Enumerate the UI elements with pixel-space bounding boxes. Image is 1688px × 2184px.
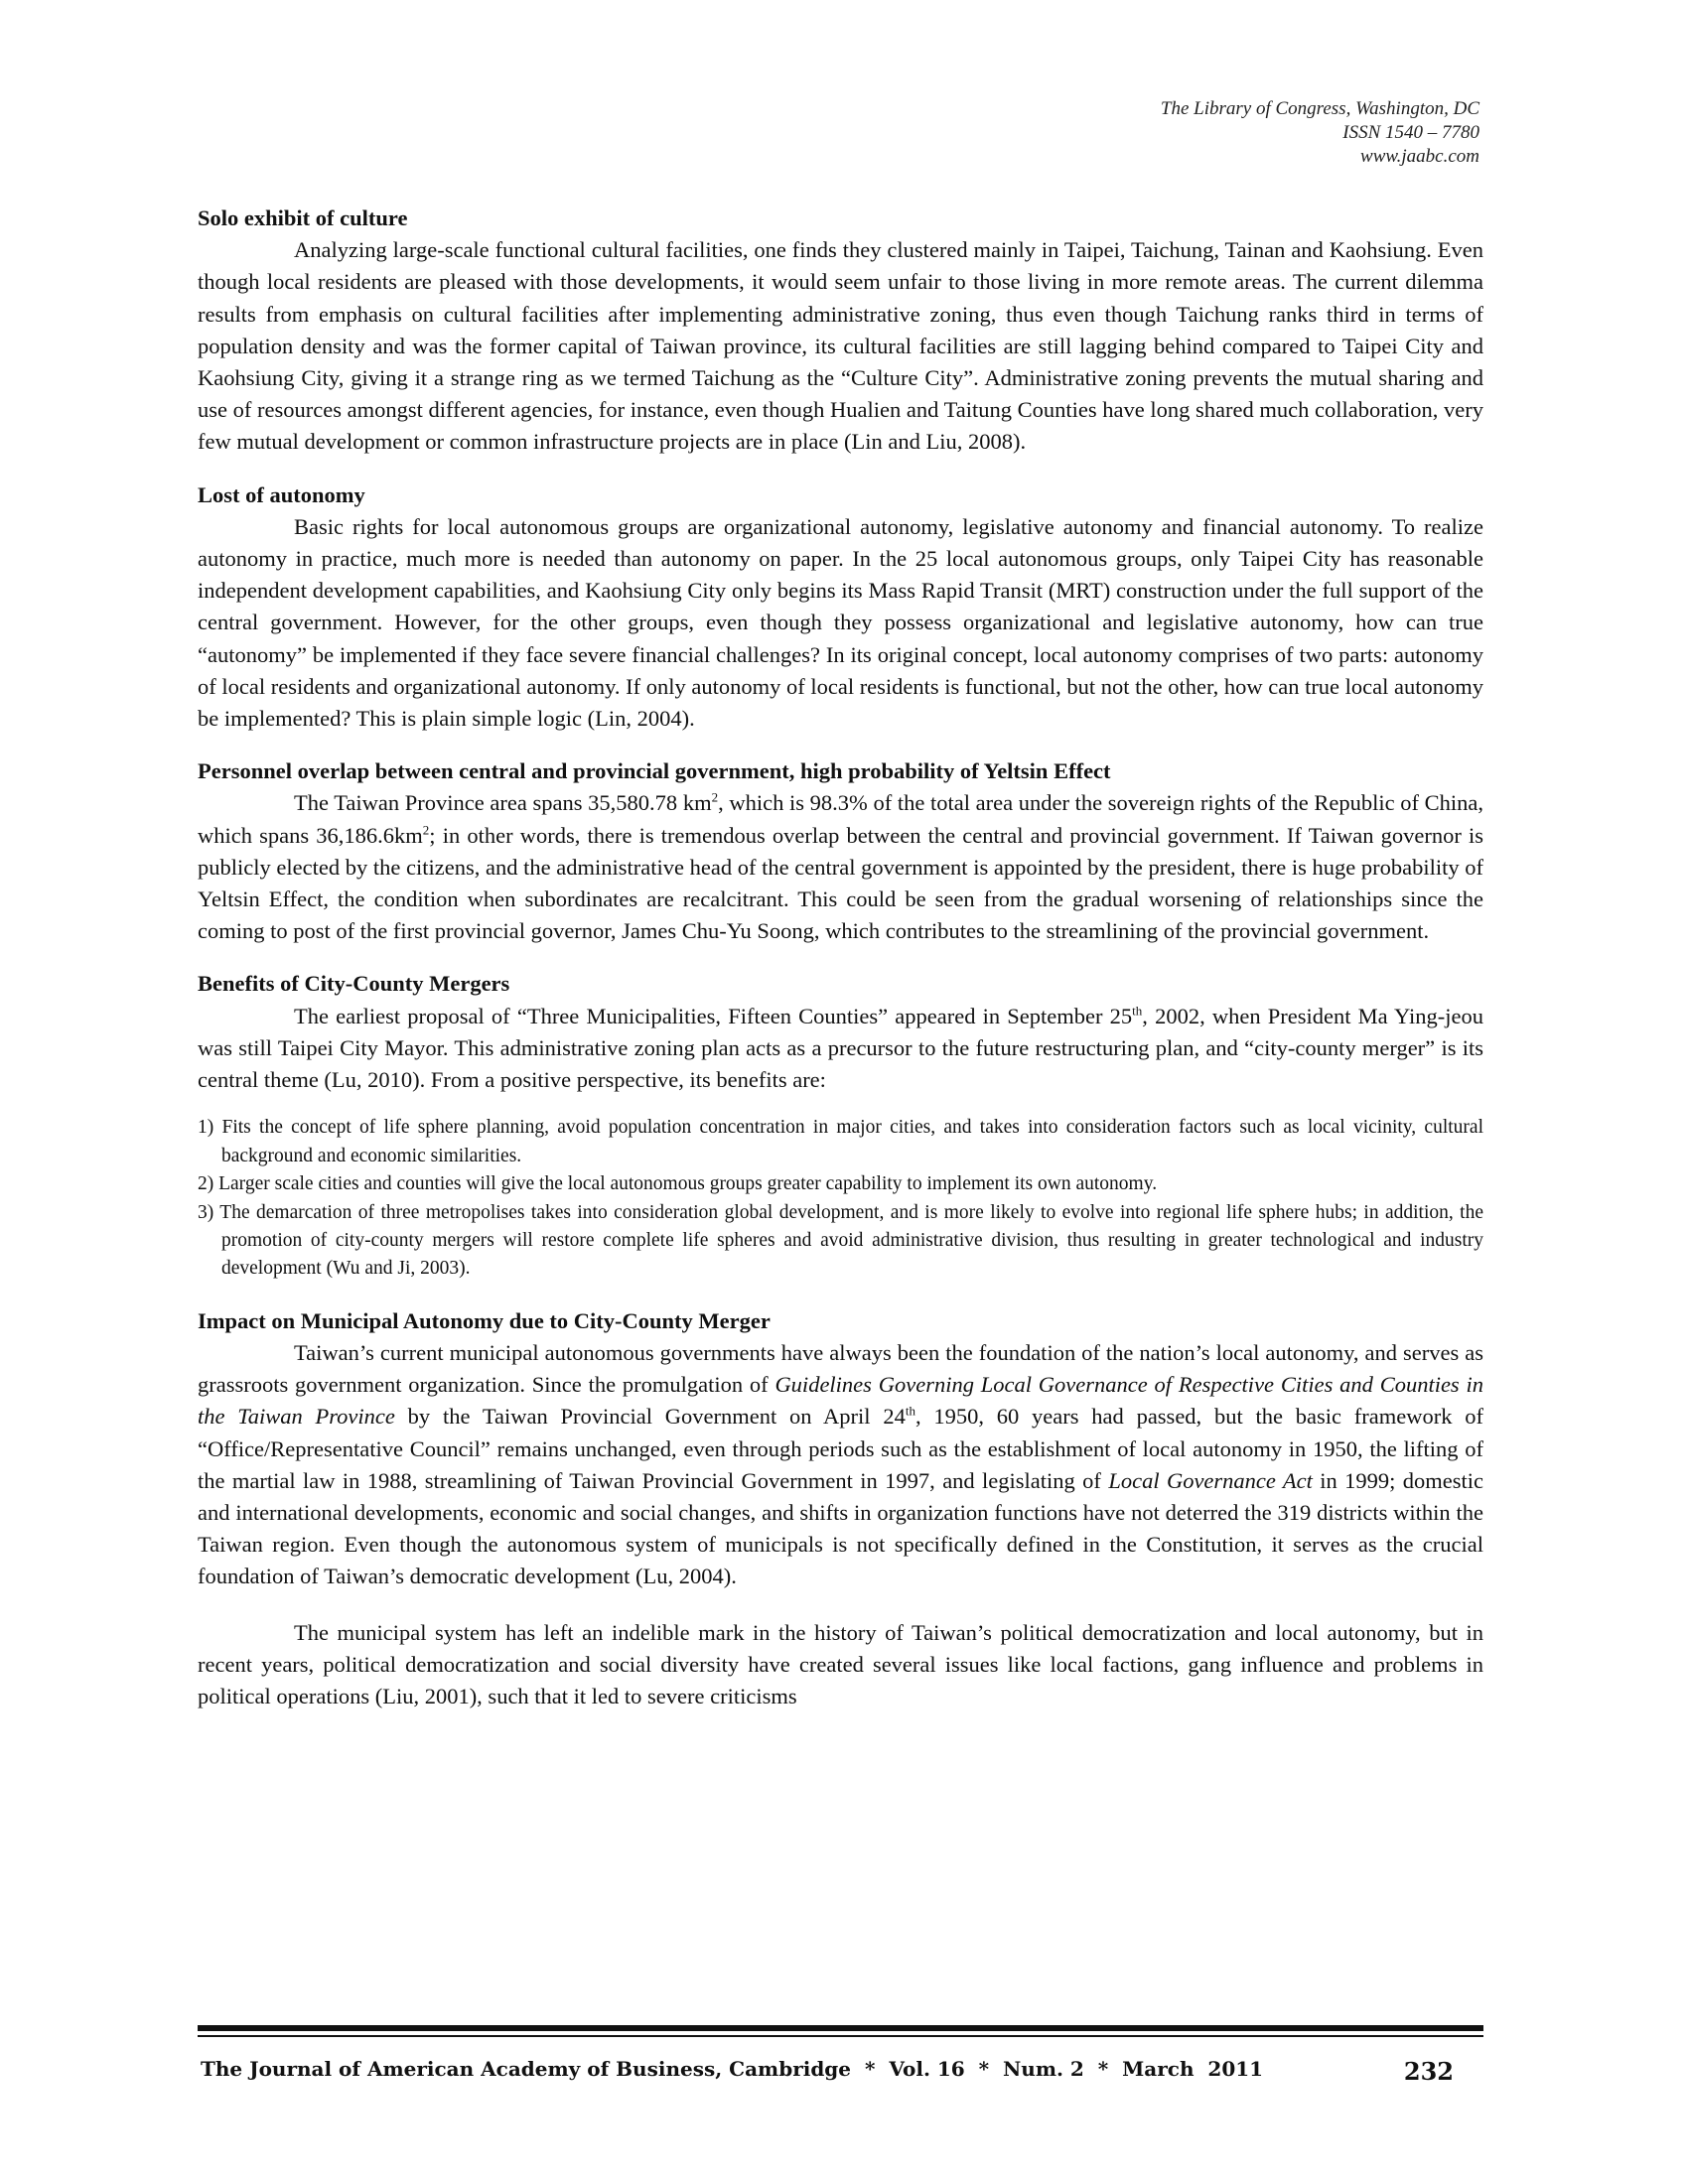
- benefits-list: [198, 1114, 1483, 1283]
- section-municipal-impact: [198, 1305, 1483, 1712]
- header-publisher: The Library of Congress, Washington, DC: [1160, 98, 1479, 119]
- section-heading: Personnel overlap between central and provincial government, high probability of Yeltsin Effect: [198, 758, 1111, 784]
- superscript: 2: [711, 789, 719, 805]
- footer-rule-thin: [198, 2035, 1483, 2037]
- running-header: [1161, 97, 1479, 169]
- paragraph: Basic rights for local autonomous groups are organizational autonomy, legislative autonomy and financial autonomy. To realize autonomy in practice, much more is needed than autonomy on paper. In the 25 local autonomous groups, only Taipei City has reasonable independent development capabilities, and Kaohsiung City only begins its Mass Rapid Transit (MRT) construction under the full support of the central government. However, for the other groups, even though they possess organizational and legislative autonomy, how can true “autonomy” be implemented if they face severe financial challenges? In its original concept, local autonomy comprises of two parts: autonomy of local residents and organizational autonomy. If only autonomy of local residents is functional, but not the other, how can true local autonomy be implemented? This is plain simple logic (Lin, 2004).: [198, 513, 1484, 732]
- page-number: 232: [1403, 2057, 1454, 2086]
- italic-title: Local Governance Act: [1108, 1467, 1313, 1493]
- text-run: ; in other words, there is tremendous overlap between the central and provincial government. If Taiwan governor is publicly elected by the citizens, and the administrative head of the central government is appointed by the president, there is huge probability of Yeltsin Effect, the condition when subordinates are recalcitrant. This could be seen from the gradual worsening of relationships since the coming to post of the first provincial governor, James Chu-Yu Soong, which contributes to the streamlining of the provincial government.: [198, 822, 1483, 944]
- text-run: , 2002, when President Ma Ying-jeou was still Taipei City Mayor. This administrative zoning plan acts as a precursor to the future restructuring plan, and “city-county merger” is its central theme (Lu, 2010). From a positive perspective, its benefits are:: [198, 1003, 1483, 1093]
- paragraph: The municipal system has left an indelible mark in the history of Taiwan’s political democratization and local autonomy, but in recent years, political democratization and social diversity have created several issues like local factions, gang influence and problems in political operations (Liu, 2001), such that it led to severe criticisms: [198, 1619, 1483, 1708]
- paragraph: Analyzing large-scale functional cultural facilities, one finds they clustered mainly in Taipei, Taichung, Tainan and Kaohsiung. Even though local residents are pleased with those developments, it would seem unfair to those living in more remote areas. The current dilemma results from emphasis on cultural facilities after implementing administrative zoning, thus even though Taichung ranks third in terms of population density and was the former capital of Taiwan province, its cultural facilities are still lagging behind compared to Taipei City and Kaohsiung City, giving it a strange ring as we termed Taichung as the “Culture City”. Administrative zoning prevents the mutual sharing and use of resources amongst different agencies, for instance, even though Hualien and Taitung Counties have long shared much collaboration, very few mutual development or common infrastructure projects are in place (Lin and Liu, 2008).: [198, 237, 1483, 455]
- header-issn: ISSN 1540 – 7780: [1342, 122, 1479, 143]
- section-personnel-overlap: [198, 755, 1483, 947]
- section-heading: Impact on Municipal Autonomy due to City-County Merger: [198, 1307, 771, 1333]
- superscript: 2: [422, 822, 430, 838]
- text-run: , which is 98.3% of the total area under the sovereign rights of the Republic of China, which spans 36,186.6km: [198, 790, 1483, 848]
- paragraph: [198, 1001, 1483, 1097]
- italic-title: Guidelines Governing Local Governance of Respective Cities and Counties in the Taiwan Province: [198, 1372, 1483, 1430]
- list-item: 2) Larger scale cities and counties will give the local autonomous groups greater capability to implement its own autonomy.: [198, 1173, 1158, 1195]
- section-solo-exhibit: [198, 203, 1483, 459]
- list-item: 3) The demarcation of three metropolises takes into consideration global development, and is more likely to evolve into regional life sphere hubs; in addition, the promotion of city-county mergers will restore complete life spheres and avoid administrative division, thus resulting in greater technological and industry development (Wu and Ji, 2003).: [198, 1201, 1483, 1280]
- list-item: 1) Fits the concept of life sphere planning, avoid population concentration in major cities, and takes into consideration factors such as local vicinity, cultural background and economic similarities.: [198, 1117, 1483, 1166]
- text-run: The earliest proposal of “Three Municipalities, Fifteen Counties” appeared in September 25: [294, 1003, 1133, 1028]
- text-run: , 1950, 60 years had passed, but the basic framework of “Office/Representative Council” remains unchanged, even through periods such as the establishment of local autonomy in 1950, the lifting of the martial law in 1988, streamlining of Taiwan Provincial Government in 1997, and legislating of: [198, 1404, 1483, 1493]
- text-run: Taiwan’s current municipal autonomous governments have always been the foundation of the nation’s local autonomy, and serves as grassroots government organization. Since the promulgation of: [198, 1339, 1483, 1398]
- section-heading: Lost of autonomy: [198, 481, 365, 507]
- footer-journal: The Journal of American Academy of Business, Cambridge * Vol. 16 * Num. 2 * March 2011: [201, 2057, 1264, 2081]
- paragraph: [198, 787, 1483, 947]
- section-benefits: [198, 968, 1483, 1283]
- paragraph-gap: [198, 1593, 1483, 1617]
- text-run: The Taiwan Province area spans 35,580.78 km: [294, 790, 712, 816]
- text-run: in 1999; domestic and international developments, economic and social changes, and shifts in organization functions have not deterred the 319 districts within the Taiwan region. Even though the autonomous system of municipals is not specifically defined in the Constitution, it serves as the crucial foundation of Taiwan’s democratic development (Lu, 2004).: [198, 1467, 1483, 1589]
- footer-rule-thick: [198, 2025, 1483, 2031]
- section-lost-autonomy: [198, 479, 1483, 736]
- paragraph: [198, 1337, 1483, 1593]
- article-body: [198, 203, 1483, 1733]
- section-heading: Solo exhibit of culture: [198, 205, 408, 230]
- header-website: www.jaabc.com: [1360, 146, 1479, 167]
- superscript: th: [1132, 1003, 1143, 1019]
- superscript: th: [905, 1403, 915, 1419]
- text-run: by the Taiwan Provincial Government on April 24: [394, 1404, 906, 1430]
- running-footer: [201, 2057, 1483, 2086]
- section-heading: Benefits of City-County Mergers: [198, 971, 510, 997]
